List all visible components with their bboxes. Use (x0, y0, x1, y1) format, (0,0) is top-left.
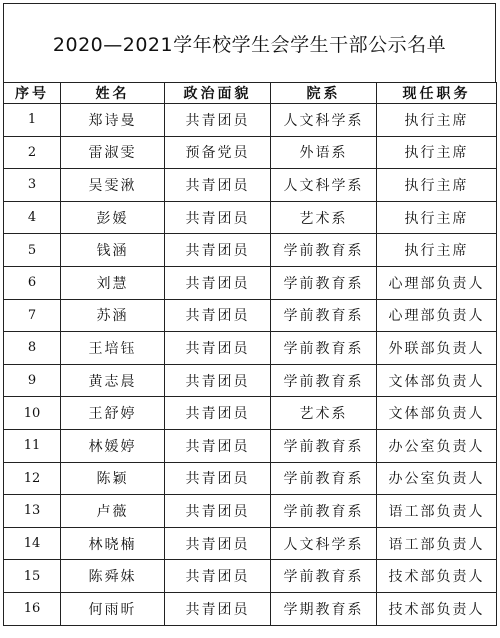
cell-name: 雷淑雯 (61, 136, 165, 169)
cell-serial-number: 2 (4, 136, 61, 169)
cell-current-position: 语工部负责人 (377, 527, 497, 560)
cell-serial-number: 9 (4, 364, 61, 397)
table-row (4, 299, 497, 332)
cell-political-status: 共青团员 (165, 104, 271, 137)
cell-name: 吴雯湫 (61, 169, 165, 202)
header-department: 院系 (271, 83, 377, 104)
cell-serial-number: 14 (4, 527, 61, 560)
cell-name: 林媛婷 (61, 429, 165, 462)
cell-serial-number: 12 (4, 462, 61, 495)
table-row (4, 332, 497, 365)
cell-serial-number: 8 (4, 332, 61, 365)
table-row (4, 429, 497, 462)
table-row (4, 527, 497, 560)
cell-department: 学前教育系 (271, 364, 377, 397)
table-row (4, 234, 497, 267)
cell-political-status: 共青团员 (165, 429, 271, 462)
cell-department: 人文科学系 (271, 104, 377, 137)
cell-serial-number: 4 (4, 201, 61, 234)
cell-serial-number: 10 (4, 397, 61, 430)
cell-political-status: 共青团员 (165, 169, 271, 202)
table-row (4, 397, 497, 430)
cell-political-status: 共青团员 (165, 234, 271, 267)
cell-current-position: 办公室负责人 (377, 462, 497, 495)
table-row (4, 266, 497, 299)
cell-name: 陈颖 (61, 462, 165, 495)
cell-political-status: 共青团员 (165, 592, 271, 625)
cell-current-position: 技术部负责人 (377, 592, 497, 625)
header-serial-number: 序号 (4, 83, 61, 104)
cell-department: 学前教育系 (271, 462, 377, 495)
table-header-row (4, 83, 497, 104)
table-row (4, 104, 497, 137)
table-row (4, 462, 497, 495)
cell-serial-number: 1 (4, 104, 61, 137)
cell-department: 学期教育系 (271, 592, 377, 625)
cell-serial-number: 7 (4, 299, 61, 332)
cell-department: 学前教育系 (271, 332, 377, 365)
cell-serial-number: 3 (4, 169, 61, 202)
cell-current-position: 语工部负责人 (377, 495, 497, 528)
header-name: 姓名 (61, 83, 165, 104)
cell-current-position: 外联部负责人 (377, 332, 497, 365)
header-current-position: 现任职务 (377, 83, 497, 104)
cell-name: 卢薇 (61, 495, 165, 528)
cell-serial-number: 5 (4, 234, 61, 267)
document-title: 2020—2021学年校学生会学生干部公示名单 (3, 3, 496, 83)
cell-serial-number: 16 (4, 592, 61, 625)
cell-department: 学前教育系 (271, 266, 377, 299)
cell-name: 王舒婷 (61, 397, 165, 430)
cell-serial-number: 13 (4, 495, 61, 528)
cell-political-status: 共青团员 (165, 560, 271, 593)
cell-political-status: 共青团员 (165, 364, 271, 397)
cell-name: 刘慧 (61, 266, 165, 299)
table-row (4, 495, 497, 528)
cell-political-status: 共青团员 (165, 332, 271, 365)
cell-serial-number: 15 (4, 560, 61, 593)
cell-current-position: 执行主席 (377, 104, 497, 137)
cell-political-status: 共青团员 (165, 462, 271, 495)
cell-department: 学前教育系 (271, 234, 377, 267)
cell-current-position: 心理部负责人 (377, 266, 497, 299)
cell-department: 人文科学系 (271, 169, 377, 202)
cell-political-status: 共青团员 (165, 266, 271, 299)
cell-department: 外语系 (271, 136, 377, 169)
table-row (4, 560, 497, 593)
cell-name: 钱涵 (61, 234, 165, 267)
cell-current-position: 办公室负责人 (377, 429, 497, 462)
cell-current-position: 执行主席 (377, 169, 497, 202)
cell-department: 人文科学系 (271, 527, 377, 560)
cell-current-position: 执行主席 (377, 201, 497, 234)
header-political-status: 政治面貌 (165, 83, 271, 104)
cell-department: 艺术系 (271, 201, 377, 234)
cell-department: 学前教育系 (271, 495, 377, 528)
cell-political-status: 共青团员 (165, 299, 271, 332)
table-row (4, 364, 497, 397)
cell-serial-number: 11 (4, 429, 61, 462)
cell-political-status: 共青团员 (165, 201, 271, 234)
cell-name: 郑诗曼 (61, 104, 165, 137)
cell-political-status: 共青团员 (165, 397, 271, 430)
cell-department: 学前教育系 (271, 560, 377, 593)
table-row (4, 201, 497, 234)
cell-name: 彭媛 (61, 201, 165, 234)
table-body (4, 104, 497, 626)
cell-name: 何雨昕 (61, 592, 165, 625)
cell-name: 林晓楠 (61, 527, 165, 560)
cell-serial-number: 6 (4, 266, 61, 299)
cell-political-status: 预备党员 (165, 136, 271, 169)
cell-name: 王培钰 (61, 332, 165, 365)
cell-current-position: 文体部负责人 (377, 364, 497, 397)
cell-current-position: 执行主席 (377, 234, 497, 267)
table-row (4, 136, 497, 169)
cell-current-position: 文体部负责人 (377, 397, 497, 430)
roster-table (3, 82, 497, 626)
cell-department: 学前教育系 (271, 299, 377, 332)
cell-current-position: 心理部负责人 (377, 299, 497, 332)
cell-current-position: 技术部负责人 (377, 560, 497, 593)
cell-political-status: 共青团员 (165, 527, 271, 560)
cell-department: 学前教育系 (271, 429, 377, 462)
table-row (4, 592, 497, 625)
cell-name: 陈舜妹 (61, 560, 165, 593)
table-row (4, 169, 497, 202)
cell-political-status: 共青团员 (165, 495, 271, 528)
cell-name: 黄志晨 (61, 364, 165, 397)
cell-department: 艺术系 (271, 397, 377, 430)
cell-current-position: 执行主席 (377, 136, 497, 169)
cell-name: 苏涵 (61, 299, 165, 332)
